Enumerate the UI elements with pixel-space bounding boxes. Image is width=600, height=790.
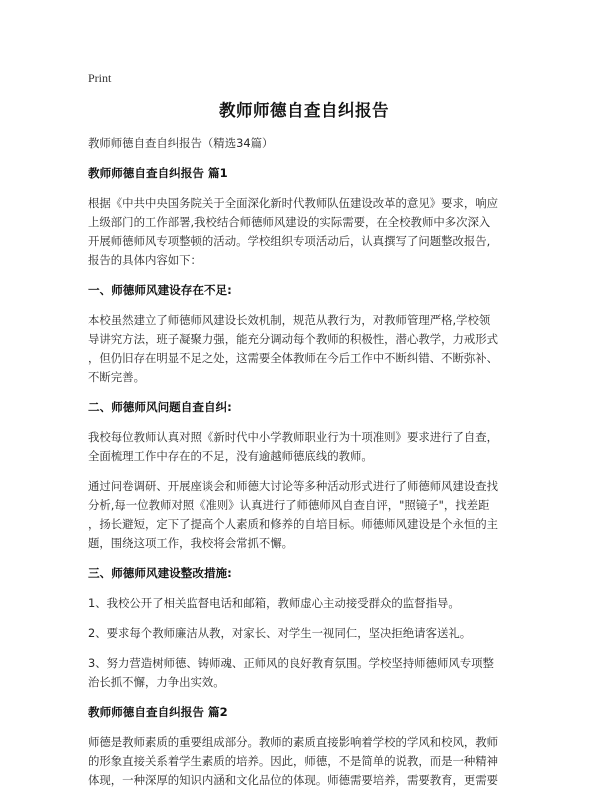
text-line: 报告的具体内容如下： — [88, 253, 202, 267]
text-line: 治长抓不懈，力争出实效。 — [88, 675, 225, 689]
document-subtitle: 教师师德自查自纠报告（精选34篇） — [88, 136, 274, 150]
section2-paragraph-2 — [88, 477, 520, 553]
text-line: 师德是教师素质的重要组成部分。教师的素质直接影响着学校的学风和校风，教师 — [88, 735, 499, 749]
measure-item — [88, 654, 520, 692]
document-title: 教师师德自查自纠报告 — [219, 101, 389, 120]
text-line: 通过问卷调研、开展座谈会和师德大讨论等多种活动形式进行了师德师风建设查找 — [88, 479, 499, 493]
article2-paragraph — [88, 733, 520, 790]
text-line: 3、努力营造树师德、铸师魂、正师风的良好教育氛围。学校坚持师德师风专项整 — [88, 656, 494, 670]
section2-paragraph-1 — [88, 428, 520, 466]
text-line: 的形象直接关系着学生素质的培养。因此，师德，不是简单的说教，而是一种精神 — [88, 754, 499, 768]
print-link[interactable]: Print — [88, 71, 112, 85]
text-line: 导讲究方法，班子凝聚力强，能充分调动每个教师的积极性，潜心教学，力戒形式 — [88, 332, 499, 346]
document-body — [88, 134, 520, 790]
section1-paragraph — [88, 311, 520, 387]
text-line: 开展师德师风专项整顿的活动。学校组织专项活动后，认真撰写了问题整改报告, — [88, 234, 491, 248]
text-line: 根据《中共中央国务院关于全面深化新时代教师队伍建设改革的意见》要求，响应 — [88, 196, 499, 210]
text-line: 分析,每一位教师对照《准则》认真进行了师德师风自查自评，"照镜子"，找差距 — [88, 498, 490, 512]
text-line: 我校每位教师认真对照《新时代中小学教师职业行为十项准则》要求进行了自查， — [88, 430, 499, 444]
article-heading: 教师师德自查自纠报告 篇1 — [88, 166, 228, 180]
text-line: 不断完善。 — [88, 370, 145, 384]
text-line: ，扬长避短，定下了提高个人素质和修养的自培目标。师德师风建设是个永恒的主 — [88, 517, 499, 531]
text-line: 本校虽然建立了师德师风建设长效机制，规范从教行为，对教师管理严格,学校领 — [88, 313, 491, 327]
article-heading: 教师师德自查自纠报告 篇2 — [88, 705, 228, 719]
text-line: 体现，一种深厚的知识内涵和文化品位的体现。师德需要培养，需要教育，更需要 — [88, 773, 499, 787]
section-heading: 三、师德师风建设整改措施: — [88, 566, 232, 580]
intro-paragraph — [88, 194, 520, 270]
section-heading: 二、师德师风问题自查自纠: — [88, 400, 232, 414]
measure-item: 1、我校公开了相关监督电话和邮箱，教师虚心主动接受群众的监督指导。 — [88, 596, 460, 610]
text-line: 上级部门的工作部署,我校结合师德师风建设的实际需要，在全校教师中多次深入 — [88, 215, 491, 229]
text-line: ，但仍旧存在明显不足之处，这需要全体教师在今后工作中不断纠错、不断弥补、 — [88, 351, 499, 365]
text-line: 全面梳理工作中存在的不足，没有逾越师德底线的教师。 — [88, 449, 373, 463]
text-line: 题，围绕这项工作，我校将会常抓不懈。 — [88, 536, 294, 550]
measure-item: 2、要求每个教师廉洁从教，对家长、对学生一视同仁，坚决拒绝请客送礼。 — [88, 626, 472, 640]
section-heading: 一、师德师风建设存在不足: — [88, 283, 232, 297]
